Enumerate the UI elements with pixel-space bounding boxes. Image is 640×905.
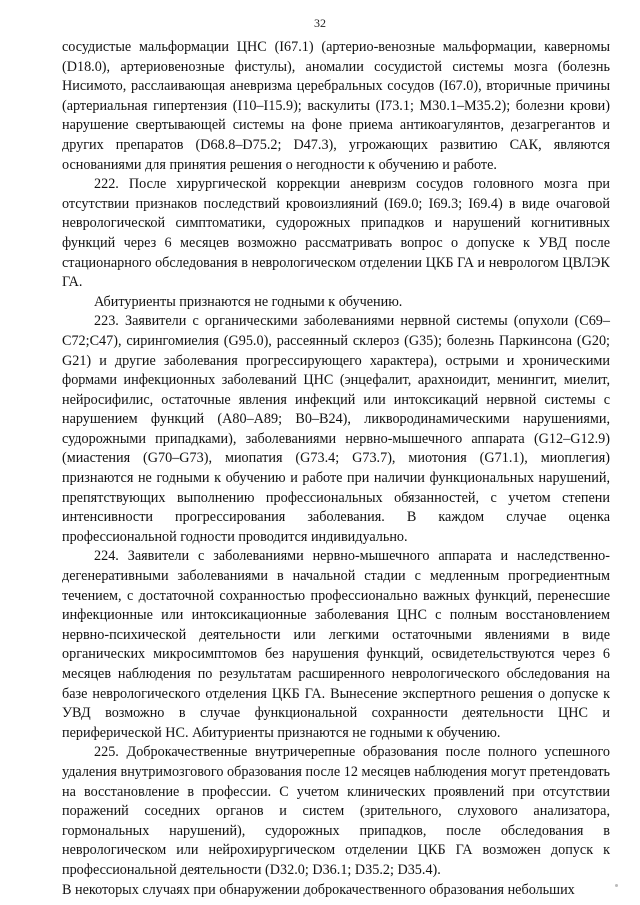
paragraph-225: 225. Доброкачественные внутричерепные образования после полного успешного удаления внутримозгового образования после 12 месяцев наблюдения могут претендовать на восстановление в профессии. С учетом клинических проявлений при отсутствии поражений соседних органов и систем (зрительного, слухового анализатора, гормональных нарушений), судорожных припадков, после обследования в неврологическом или нейрохирургическом отделении ЦКБ ГА возможен допуск к профессиональной деятельности (D32.0; D36.1; D35.2; D35.4). (62, 744, 610, 878)
paragraph-223: 223. Заявители с органическими заболеваниями нервной системы (опухоли (C69–C72;C47), сирингомиелия (G95.0), рассеянный склероз (G35); болезнь Паркинсона (G20; G21) и другие заболевания прогрессирующего характера), острыми и хроническими формами инфекционных заболеваний ЦНС (энцефалит, арахноидит, менингит, миелит, нейросифилис, остаточные явления инфекций или интоксикаций нервной системы с нарушением функций (A80–A89; B0–B24), ликвородинамическими нарушениями, судорожными припадками), заболеваниями нервно-мышечного аппарата (G12–G12.9) (миастения (G70–G73), миопатия (G73.4; G73.7), миотония (G71.1), миоплегия) признаются не годными к обучению и работе при наличии функциональных нарушений, препятствующих выполнению профессиональных обязанностей, с учетом степени интенсивности прогрессирования заболевания. В каждом случае оценка профессиональной годности проводится индивидуально. (62, 313, 610, 545)
paragraph-224: 224. Заявители с заболеваниями нервно-мышечного аппарата и наследственно-дегенеративными заболеваниями в начальной стадии с медленным прогредиентным течением, с достаточной сохранностью профессионально важных функций, перенесшие инфекционные или интоксикационные заболевания ЦНС с полным восстановлением нервно-психической деятельности или легкими остаточными явлениями в виде органических микросимптомов без нарушения функций, освидетельствуются через 6 месяцев наблюдения по результатам расширенного неврологического обследования на базе неврологического отделения ЦКБ ГА. Вынесение экспертного решения о допуске к УВД возможно в случае функциональной сохранности деятельности ЦНС и периферической НС. Абитуриенты признаются не годными к обучению. (62, 548, 610, 741)
paragraph-222-note: Абитуриенты признаются не годными к обучению. (94, 293, 403, 310)
paragraph-221-continuation: сосудистые мальформации ЦНС (I67.1) (артерио-венозные мальформации, каверномы (D18.0), артериовенозные фистулы), аномалии сосудистой системы мозга (болезнь Нисимото, расслаивающая аневризма церебральных сосудов (I67.0), вторичные причины (артериальная гипертензия (I10–I15.9); васкулиты (I73.1; M30.1–M35.2); болезни крови) нарушение свертывающей системы на фоне приема антикоагулянтов, дезагрегантов и других препаратов (D68.8–D75.2; D47.3), угрожающих развитию САК, являются основаниями для принятия решения о негодности к обучению и работе. (62, 39, 610, 173)
paragraph-225-continuation: В некоторых случаях при обнаружении доброкачественного образования небольших (62, 881, 575, 898)
document-body (62, 38, 610, 900)
paragraph-222: 222. После хирургической коррекции аневризм сосудов головного мозга при отсутствии признаков последствий кровоизлияний (I69.0; I69.3; I69.4) в виде очаговой неврологической симптоматики, судорожных припадков и нарушений когнитивных функций через 6 месяцев возможно рассматривать вопрос о допуске к УВД после стационарного обследования в неврологическом отделении ЦКБ ГА и неврологом ЦВЛЭК ГА. (62, 176, 610, 291)
scan-speck (615, 884, 618, 887)
page-number: 32 (314, 16, 326, 30)
